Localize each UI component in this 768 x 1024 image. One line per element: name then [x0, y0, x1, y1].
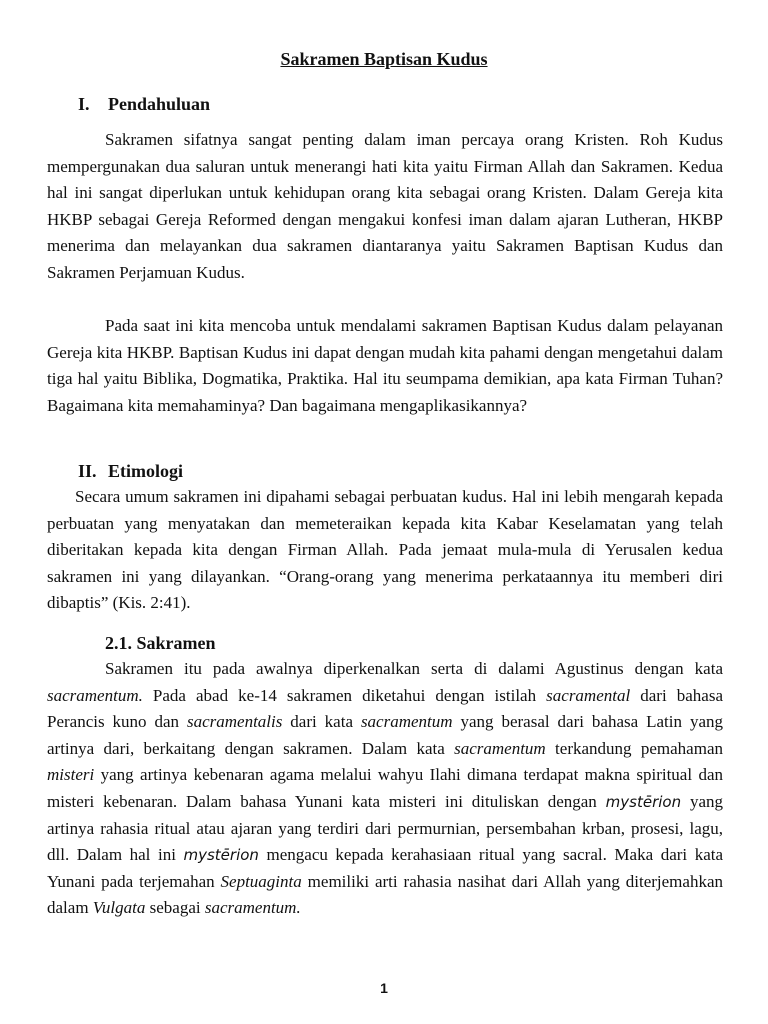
- section-number: I.: [78, 94, 90, 114]
- text-run: dari bahasa Perancis kuno dan: [47, 685, 723, 732]
- italic-term: Septuaginta: [220, 871, 302, 891]
- section-title: Pendahuluan: [108, 94, 211, 114]
- italic-term: mystērion: [183, 846, 259, 865]
- paragraph-text: Pada saat ini kita mencoba untuk mendalami sakramen Baptisan Kudus dalam pelayanan Gereja kita HKBP. Baptisan Kudus ini dapat dengan mudah kita pahami dengan mengetahui dalam tiga hal yaitu Biblika, Dogmatika, Praktika. Hal itu seumpama demikian, apa kata Firman Tuhan? Bagaimana kita memahaminya? Dan bagaimana mengaplikasikannya?: [47, 316, 723, 415]
- subsection-heading-sakramen: 2.1. Sakramen: [105, 633, 216, 653]
- text-run: sebagai: [145, 898, 205, 918]
- italic-term: sacramentum.: [47, 685, 143, 705]
- section-heading-pendahuluan: [78, 91, 210, 117]
- paragraph-text: Secara umum sakramen ini dipahami sebagai perbuatan kudus. Hal ini lebih mengarah kepada perbuatan yang menyatakan dan memeteraikan kepada kita Kabar Keselamatan yang telah diberitakan kepada kita dengan Firman Allah. Pada jemaat mula-mula di Yerusalen kedua sakramen ini yang dilayankan. “Orang-orang yang menerima perkataannya itu memberi diri dibaptis” (Kis. 2:41).: [47, 487, 723, 613]
- paragraph-etimologi: [47, 484, 723, 617]
- italic-term: sacramentum: [454, 738, 546, 758]
- paragraph-text: Sakramen sifatnya sangat penting dalam iman percaya orang Kristen. Roh Kudus mempergunakan dua saluran untuk menerangi hati kita yaitu Firman Allah dan Sakramen. Kedua hal ini sangat diperlukan untuk kehidupan orang kita sebagai orang Kristen. Dalam Gereja kita HKBP sebagai Gereja Reformed dengan mengakui konfesi iman dalam ajaran Lutheran, HKBP menerima dan melayankan dua sakramen diantaranya yaitu Sakramen Baptisan Kudus dan Sakramen Perjamuan Kudus.: [47, 130, 723, 282]
- section-number: II.: [78, 461, 97, 481]
- italic-term: sacramentum: [360, 712, 453, 732]
- document-title: Sakramen Baptisan Kudus: [280, 49, 488, 69]
- section-heading-etimologi: [78, 458, 183, 484]
- italic-term: sacramental: [546, 685, 631, 705]
- text-run: Sakramen itu pada awalnya diperkenalkan serta di dalami Agustinus dengan kata: [105, 659, 723, 678]
- text-run: yang artinya rahasia ritual atau ajaran yang terdiri dari permurnian, persembahan krban, prosesi, lagu, dll. Dalam hal ini: [47, 791, 724, 865]
- page-number: 1: [380, 980, 388, 996]
- italic-term: sacramentum.: [204, 898, 301, 918]
- italic-term: sacramentalis: [186, 712, 283, 732]
- paragraph-pendahuluan-2: [47, 313, 723, 419]
- text-run: mengacu kepada kerahasiaan ritual yang sacral. Maka dari kata Yunani pada terjemahan: [47, 845, 724, 891]
- text-run: Pada abad ke-14 sakramen diketahui dengan istilah: [142, 685, 547, 705]
- italic-term: mystērion: [605, 792, 682, 811]
- text-run: memiliki arti rahasia nasihat dari Allah yang diterjemahkan dalam: [47, 871, 723, 918]
- text-run: yang berasal dari bahasa Latin yang artinya dari, berkaitang dengan sakramen. Dalam kata: [47, 712, 723, 758]
- text-run: dari kata: [282, 712, 361, 732]
- italic-term: Vulgata: [92, 898, 146, 918]
- section-title: Etimologi: [108, 461, 183, 481]
- paragraph-sakramen: [47, 656, 723, 922]
- paragraph-pendahuluan-1: [47, 127, 723, 287]
- italic-term: misteri: [47, 765, 95, 785]
- text-run: terkandung pemahaman: [545, 738, 723, 758]
- text-run: yang artinya kebenaran agama melalui wahyu Ilahi dimana terdapat makna spiritual dan misteri kebenaran. Dalam bahasa Yunani kata misteri ini dituliskan dengan: [47, 765, 723, 811]
